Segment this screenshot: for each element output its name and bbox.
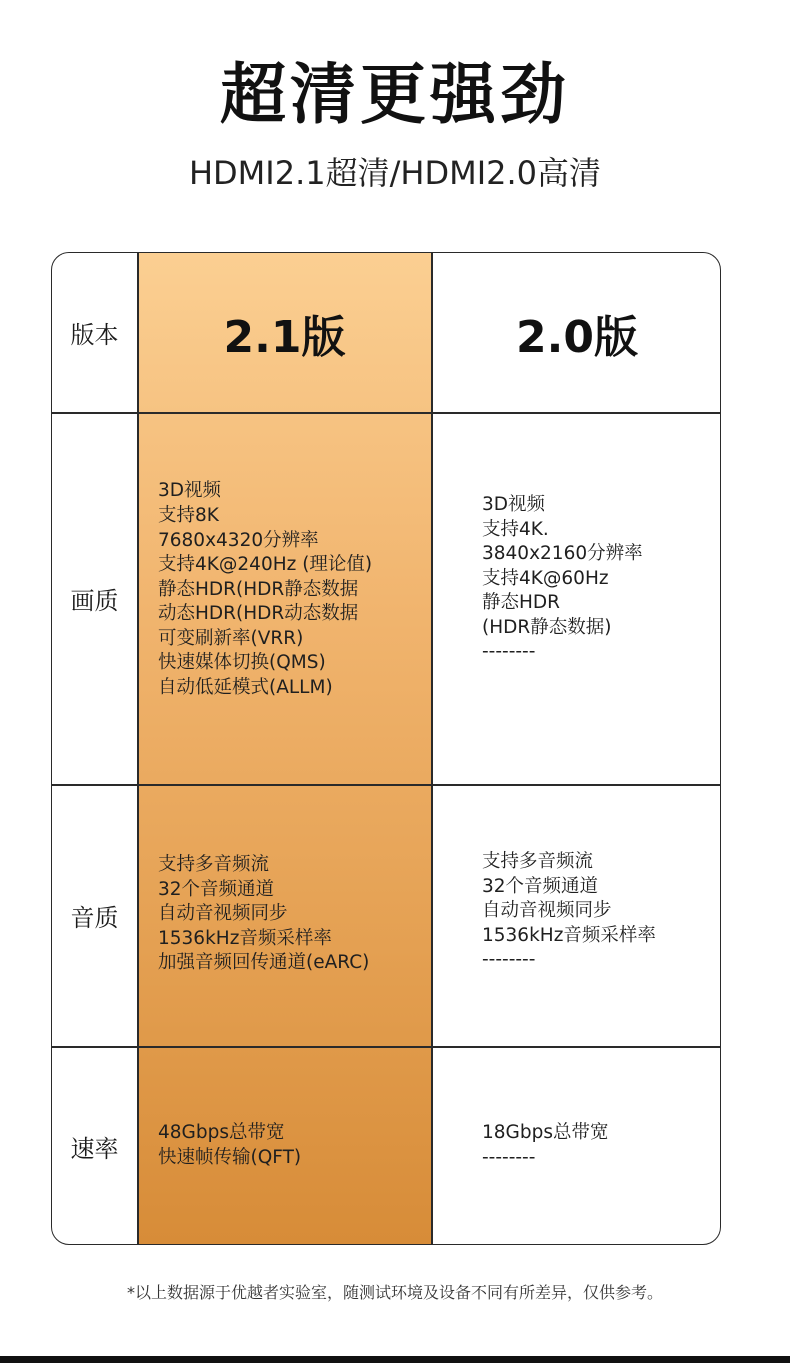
row-label-speed: 速率 xyxy=(70,1135,119,1163)
cell-speed-v20 xyxy=(482,1047,717,1244)
cell-line: 支持8K xyxy=(158,504,219,526)
cell-line: 1536kHz音频采样率 xyxy=(158,927,332,949)
cell-line: 静态HDR xyxy=(482,592,561,614)
cell-line: 7680x4320分辨率 xyxy=(158,529,319,551)
page-title: 超清更强劲 xyxy=(220,56,570,133)
cell-line: 支持4K@60Hz xyxy=(482,567,609,589)
cell-line: 快速媒体切换(QMS) xyxy=(158,652,326,674)
page-subtitle: HDMI2.1超清/HDMI2.0高清 xyxy=(188,154,602,192)
cell-line: 32个音频通道 xyxy=(482,875,599,897)
cell-line: 支持多音频流 xyxy=(482,851,594,873)
header-hdmi20: 2.0版 xyxy=(516,311,638,363)
cell-line: (HDR静态数据) xyxy=(482,616,612,638)
row-label-picture: 画质 xyxy=(70,587,119,615)
cell-line: 动态HDR(HDR动态数据 xyxy=(158,603,359,625)
row-label-version: 版本 xyxy=(70,321,119,349)
cell-line: 快速帧传输(QFT) xyxy=(158,1146,302,1168)
cell-line: 静态HDR(HDR静态数据 xyxy=(158,578,359,600)
cell-speed-v21 xyxy=(158,1047,423,1244)
header-hdmi21: 2.1版 xyxy=(223,311,346,363)
row-label-audio: 音质 xyxy=(70,904,119,932)
cell-line: 32个音频通道 xyxy=(158,878,275,900)
cell-line: -------- xyxy=(482,1146,536,1168)
cell-audio-v20 xyxy=(482,785,717,1038)
bottom-rule xyxy=(0,1356,790,1363)
cell-line: 3D视频 xyxy=(482,493,546,515)
footnote: *以上数据源于优越者实验室，随测试环境及设备不同有所差异，仅供参考。 xyxy=(126,1283,663,1302)
cell-line: 18Gbps总带宽 xyxy=(482,1121,609,1143)
cell-line: 自动低延模式(ALLM) xyxy=(158,677,333,699)
cell-line: 加强音频回传通道(eARC) xyxy=(158,952,370,974)
cell-audio-v21 xyxy=(158,785,423,1044)
cell-line: 支持4K. xyxy=(482,518,549,540)
cell-line: -------- xyxy=(482,949,536,971)
cell-picture-v21 xyxy=(158,413,423,767)
cell-line: 支持多音频流 xyxy=(158,854,270,876)
cell-line: 支持4K@240Hz (理论值) xyxy=(158,554,373,576)
cell-line: 3D视频 xyxy=(158,480,222,502)
cell-line: 自动音视频同步 xyxy=(482,900,612,922)
cell-line: 可变刷新率(VRR) xyxy=(158,627,304,649)
cell-line: 自动音视频同步 xyxy=(158,903,288,925)
cell-line: -------- xyxy=(482,641,536,663)
cell-line: 48Gbps总带宽 xyxy=(158,1121,285,1143)
cell-picture-v20 xyxy=(482,413,717,745)
cell-line: 1536kHz音频采样率 xyxy=(482,924,656,946)
cell-line: 3840x2160分辨率 xyxy=(482,543,643,565)
comparison-table xyxy=(51,252,721,1245)
